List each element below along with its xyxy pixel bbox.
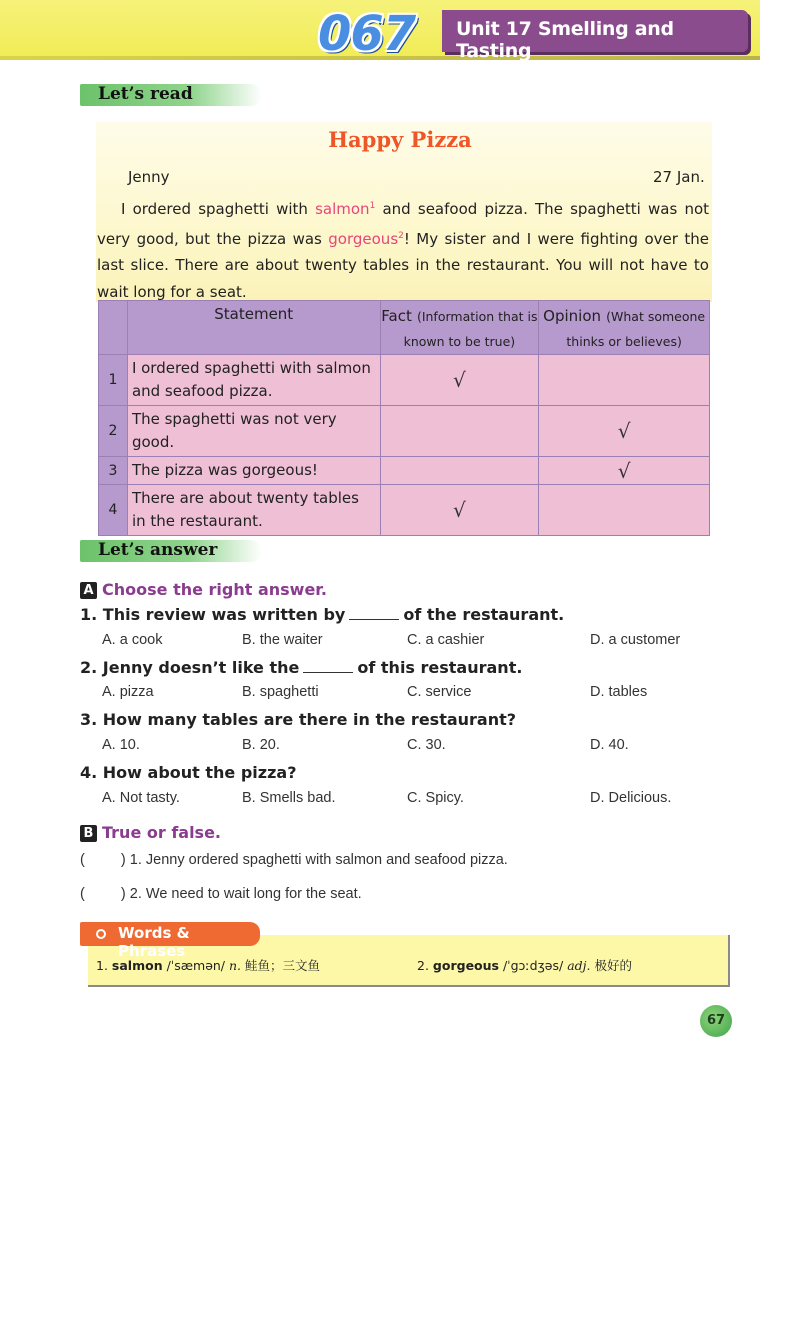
answer-blank[interactable]	[303, 660, 353, 673]
table-row	[99, 355, 710, 406]
fact-check-mark: √	[380, 355, 539, 406]
vocab-word: salmon	[111, 958, 163, 973]
q4-option-b[interactable]: B. Smells bad.	[242, 790, 336, 806]
vocab-meaning: 极好的	[594, 958, 632, 973]
question-1-stem: 1. This review was written by of the restaurant.	[80, 605, 565, 624]
vocab-pos: n.	[229, 958, 242, 973]
q3-option-c[interactable]: C. 30.	[407, 737, 446, 753]
vocab-ipa: /ˈgɔːdʒəs/	[502, 958, 564, 973]
q4-option-d[interactable]: D. Delicious.	[590, 790, 672, 806]
body-part-2: and seafood pizza. The spaghetti was not very good, but the pizza was	[97, 200, 710, 248]
question-2-stem: 2. Jenny doesn’t like the of this restaurant.	[80, 658, 523, 677]
q1-option-a[interactable]: A. a cook	[102, 632, 163, 648]
vocab-entry-1: 1. salmon /ˈsæmən/ n. 鲑鱼；三文鱼	[96, 958, 321, 973]
story-author: Jenny	[128, 168, 170, 186]
unit-banner	[442, 10, 748, 62]
unit-title: Unit 17 Smelling and Tasting	[456, 18, 674, 62]
q3-option-a[interactable]: A. 10.	[102, 737, 140, 753]
opinion-check-mark: √	[539, 457, 710, 485]
table-row	[99, 457, 710, 485]
row-statement: The spaghetti was not very good.	[127, 406, 380, 457]
opinion-check-mark: √	[539, 406, 710, 457]
page-number-badge: 67	[700, 1005, 732, 1037]
q1-option-b[interactable]: B. the waiter	[242, 632, 323, 648]
row-num: 4	[99, 485, 128, 536]
q2-option-a[interactable]: A. pizza	[102, 684, 154, 700]
fact-check-mark: √	[380, 485, 539, 536]
vocab-entry-2: 2. gorgeous /ˈgɔːdʒəs/ adj. 极好的	[417, 958, 632, 973]
vocab-gorgeous: gorgeous	[328, 229, 399, 248]
part-a-heading	[80, 580, 327, 599]
answer-blank[interactable]	[349, 607, 399, 620]
circle-bullet-icon	[96, 929, 106, 939]
tf-statement: 1. Jenny ordered spaghetti with salmon and seafood pizza.	[129, 852, 508, 868]
fact-check-mark	[380, 457, 539, 485]
body-part-3: ! My sister and I were fighting over the last slice. There are about twenty tables in the restaurant. You will not have to wait long for a seat.	[97, 229, 709, 301]
part-b-title: True or false.	[102, 823, 222, 842]
tf-paren-open: (	[80, 886, 85, 902]
true-false-item-2	[80, 886, 362, 902]
tf-statement: 2. We need to wait long for the seat.	[129, 886, 362, 902]
lets-read-label	[80, 84, 262, 106]
part-b-badge: B	[80, 825, 97, 842]
q3-option-b[interactable]: B. 20.	[242, 737, 280, 753]
row-statement: There are about twenty tables in the restaurant.	[127, 485, 380, 536]
row-num: 3	[99, 457, 128, 485]
vocab-ipa: /ˈsæmən/	[166, 958, 226, 973]
fact-opinion-table	[98, 300, 710, 536]
question-3-stem: 3. How many tables are there in the restaurant?	[80, 710, 517, 729]
header-num-cell	[99, 301, 128, 355]
q2-option-c[interactable]: C. service	[407, 684, 472, 700]
row-statement: I ordered spaghetti with salmon and seafood pizza.	[127, 355, 380, 406]
vocab-word: gorgeous	[432, 958, 499, 973]
header-opinion: Opinion (What someone thinks or believes)	[539, 301, 710, 355]
row-statement: The pizza was gorgeous!	[127, 457, 380, 485]
question-4-stem: 4. How about the pizza?	[80, 763, 297, 782]
story-body	[97, 193, 709, 305]
part-b-heading	[80, 823, 221, 842]
header-fact: Fact (Information that is known to be true)	[380, 301, 539, 355]
body-part-1: I ordered spaghetti with	[121, 200, 316, 218]
lets-answer-label	[80, 540, 262, 562]
q3-option-d[interactable]: D. 40.	[590, 737, 629, 753]
part-a-title: Choose the right answer.	[102, 580, 327, 599]
lets-answer-text: Let’s answer	[98, 540, 218, 560]
vocab-meaning: 鲑鱼；三文鱼	[245, 958, 321, 973]
footnote-1: 1	[369, 201, 376, 211]
words-phrases-label: Words & Phrases	[118, 924, 190, 960]
true-false-item-1	[80, 852, 508, 868]
q1-option-c[interactable]: C. a cashier	[407, 632, 485, 648]
vocab-pos: adj.	[567, 958, 591, 973]
fact-check-mark	[380, 406, 539, 457]
page-code: 067	[318, 6, 416, 62]
q1-option-d[interactable]: D. a customer	[590, 632, 681, 648]
table-header-row	[99, 301, 710, 355]
opinion-check-mark	[539, 485, 710, 536]
story-title: Happy Pizza	[328, 127, 472, 152]
footnote-2: 2	[398, 230, 404, 241]
table-row	[99, 485, 710, 536]
q2-option-b[interactable]: B. spaghetti	[242, 684, 319, 700]
tf-paren-close: )	[120, 852, 126, 868]
q4-option-c[interactable]: C. Spicy.	[407, 790, 464, 806]
row-num: 2	[99, 406, 128, 457]
header-statement: Statement	[127, 301, 380, 355]
story-date: 27 Jan.	[653, 168, 705, 186]
part-a-badge: A	[80, 582, 97, 599]
q4-option-a[interactable]: A. Not tasty.	[102, 790, 180, 806]
tf-paren-open: (	[80, 852, 85, 868]
tf-paren-close: )	[120, 886, 126, 902]
vocab-salmon: salmon	[315, 200, 370, 218]
opinion-check-mark	[539, 355, 710, 406]
q2-option-d[interactable]: D. tables	[590, 684, 648, 700]
row-num: 1	[99, 355, 128, 406]
table-row	[99, 406, 710, 457]
words-phrases-tab	[80, 922, 260, 960]
lets-read-text: Let’s read	[98, 84, 193, 104]
